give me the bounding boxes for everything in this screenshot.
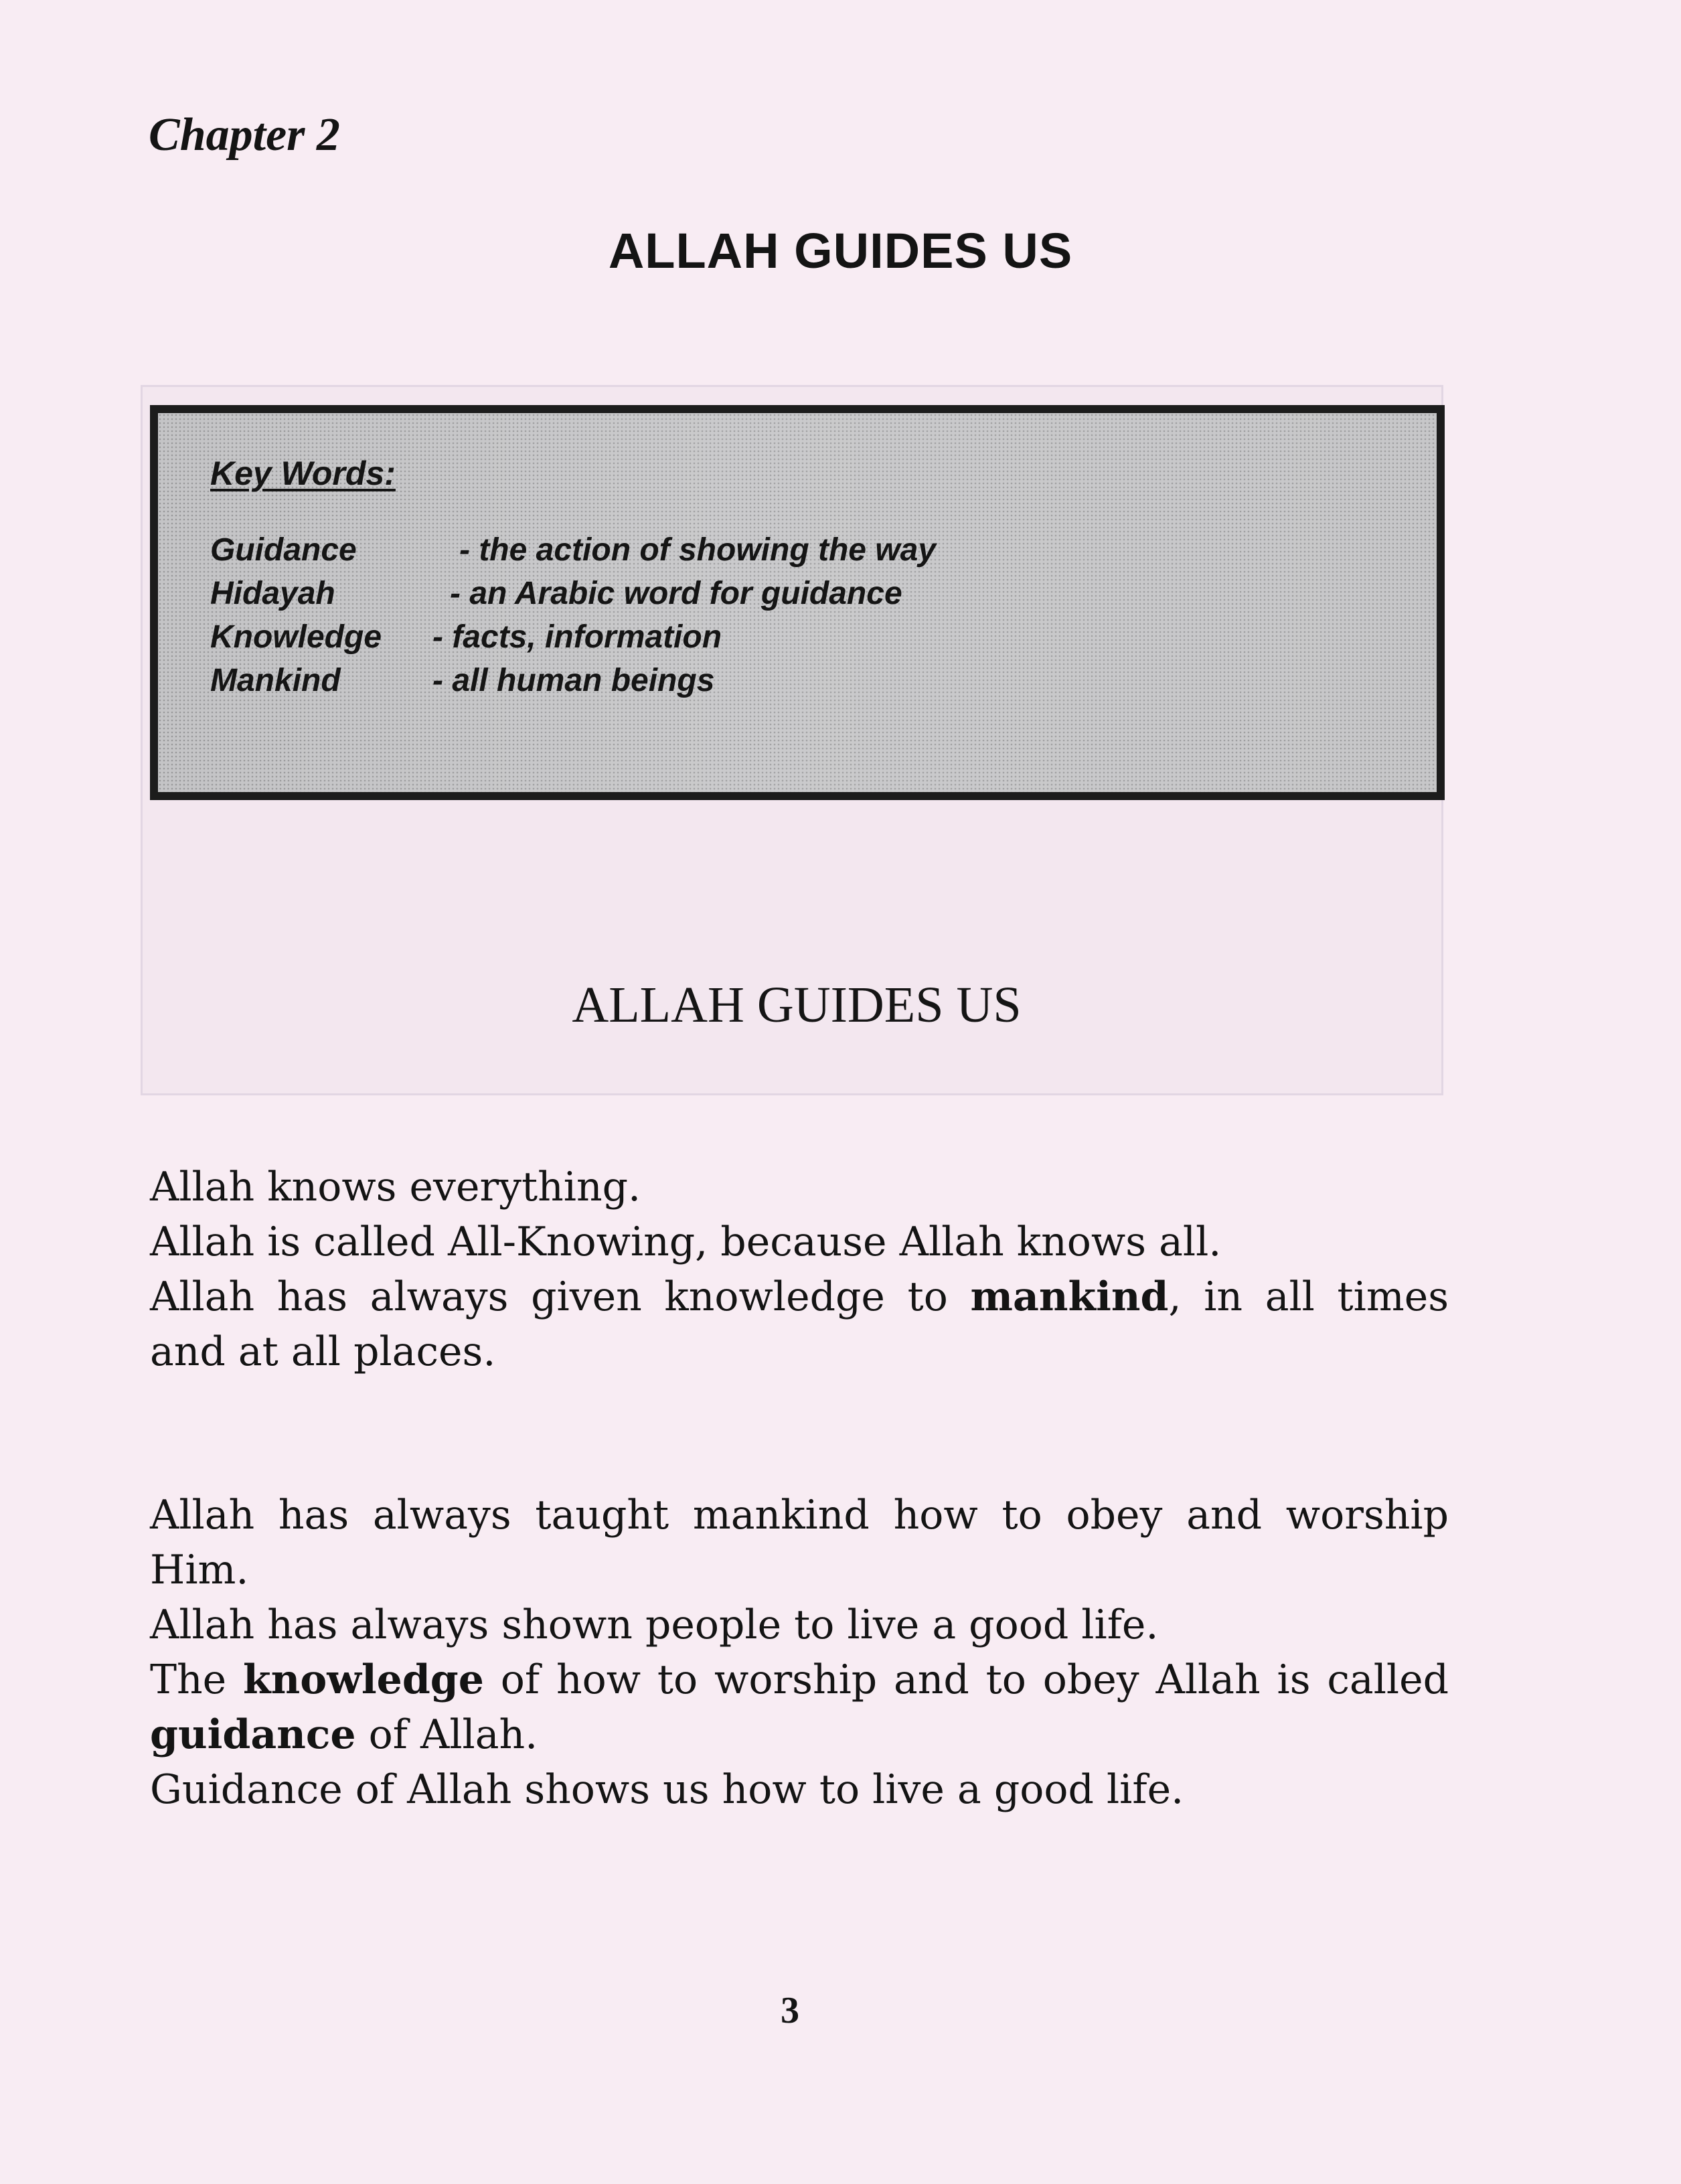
paragraph-line: Allah has always shown people to live a good life. [150,1602,1159,1648]
bold-term-knowledge: knowledge [243,1656,484,1703]
text-run: , in all times and at all places. [150,1273,1449,1375]
text-run: of Allah. [355,1711,538,1758]
key-word-definition: - the action of showing the way [459,532,937,568]
key-word-term: Mankind [210,663,341,698]
text-run: The [150,1656,244,1703]
key-word-term: Knowledge [210,619,382,655]
key-words-box [150,405,1445,800]
paragraph-1 [150,1160,1449,1379]
key-words-heading: Key Words: [210,455,396,492]
text-run: of how to worship and to obey Allah is called [483,1656,1449,1703]
paragraph-line: Allah is called All-Knowing, because Allah knows all. [150,1219,1222,1265]
key-word-definition: - all human beings [432,663,715,698]
key-word-row [210,617,722,657]
paragraph-line [150,1652,1449,1762]
key-word-term: Guidance [210,532,357,568]
bold-term-guidance: guidance [150,1711,356,1758]
chapter-label: Chapter 2 [149,109,340,161]
key-word-row [210,574,902,614]
paragraph-line: Allah knows everything. [150,1164,641,1211]
paragraph-2 [150,1488,1449,1817]
chapter-title: ALLAH GUIDES US [608,223,1073,279]
key-word-definition: - an Arabic word for guidance [450,576,902,611]
paragraph-line: Guidance of Allah shows us how to live a good life. [150,1766,1184,1813]
bold-term-mankind: mankind [970,1273,1169,1320]
text-run: Allah has always given knowledge to [150,1273,971,1320]
key-word-definition: - facts, information [432,619,722,655]
paragraph-line [150,1269,1449,1379]
paragraph-line: Allah has always taught mankind how to obey and worship Him. [150,1492,1449,1593]
key-word-row [210,661,714,701]
section-heading: ALLAH GUIDES US [572,977,1022,1033]
key-word-row [210,530,936,570]
page-number: 3 [781,1990,799,2031]
key-word-term: Hidayah [210,576,335,611]
